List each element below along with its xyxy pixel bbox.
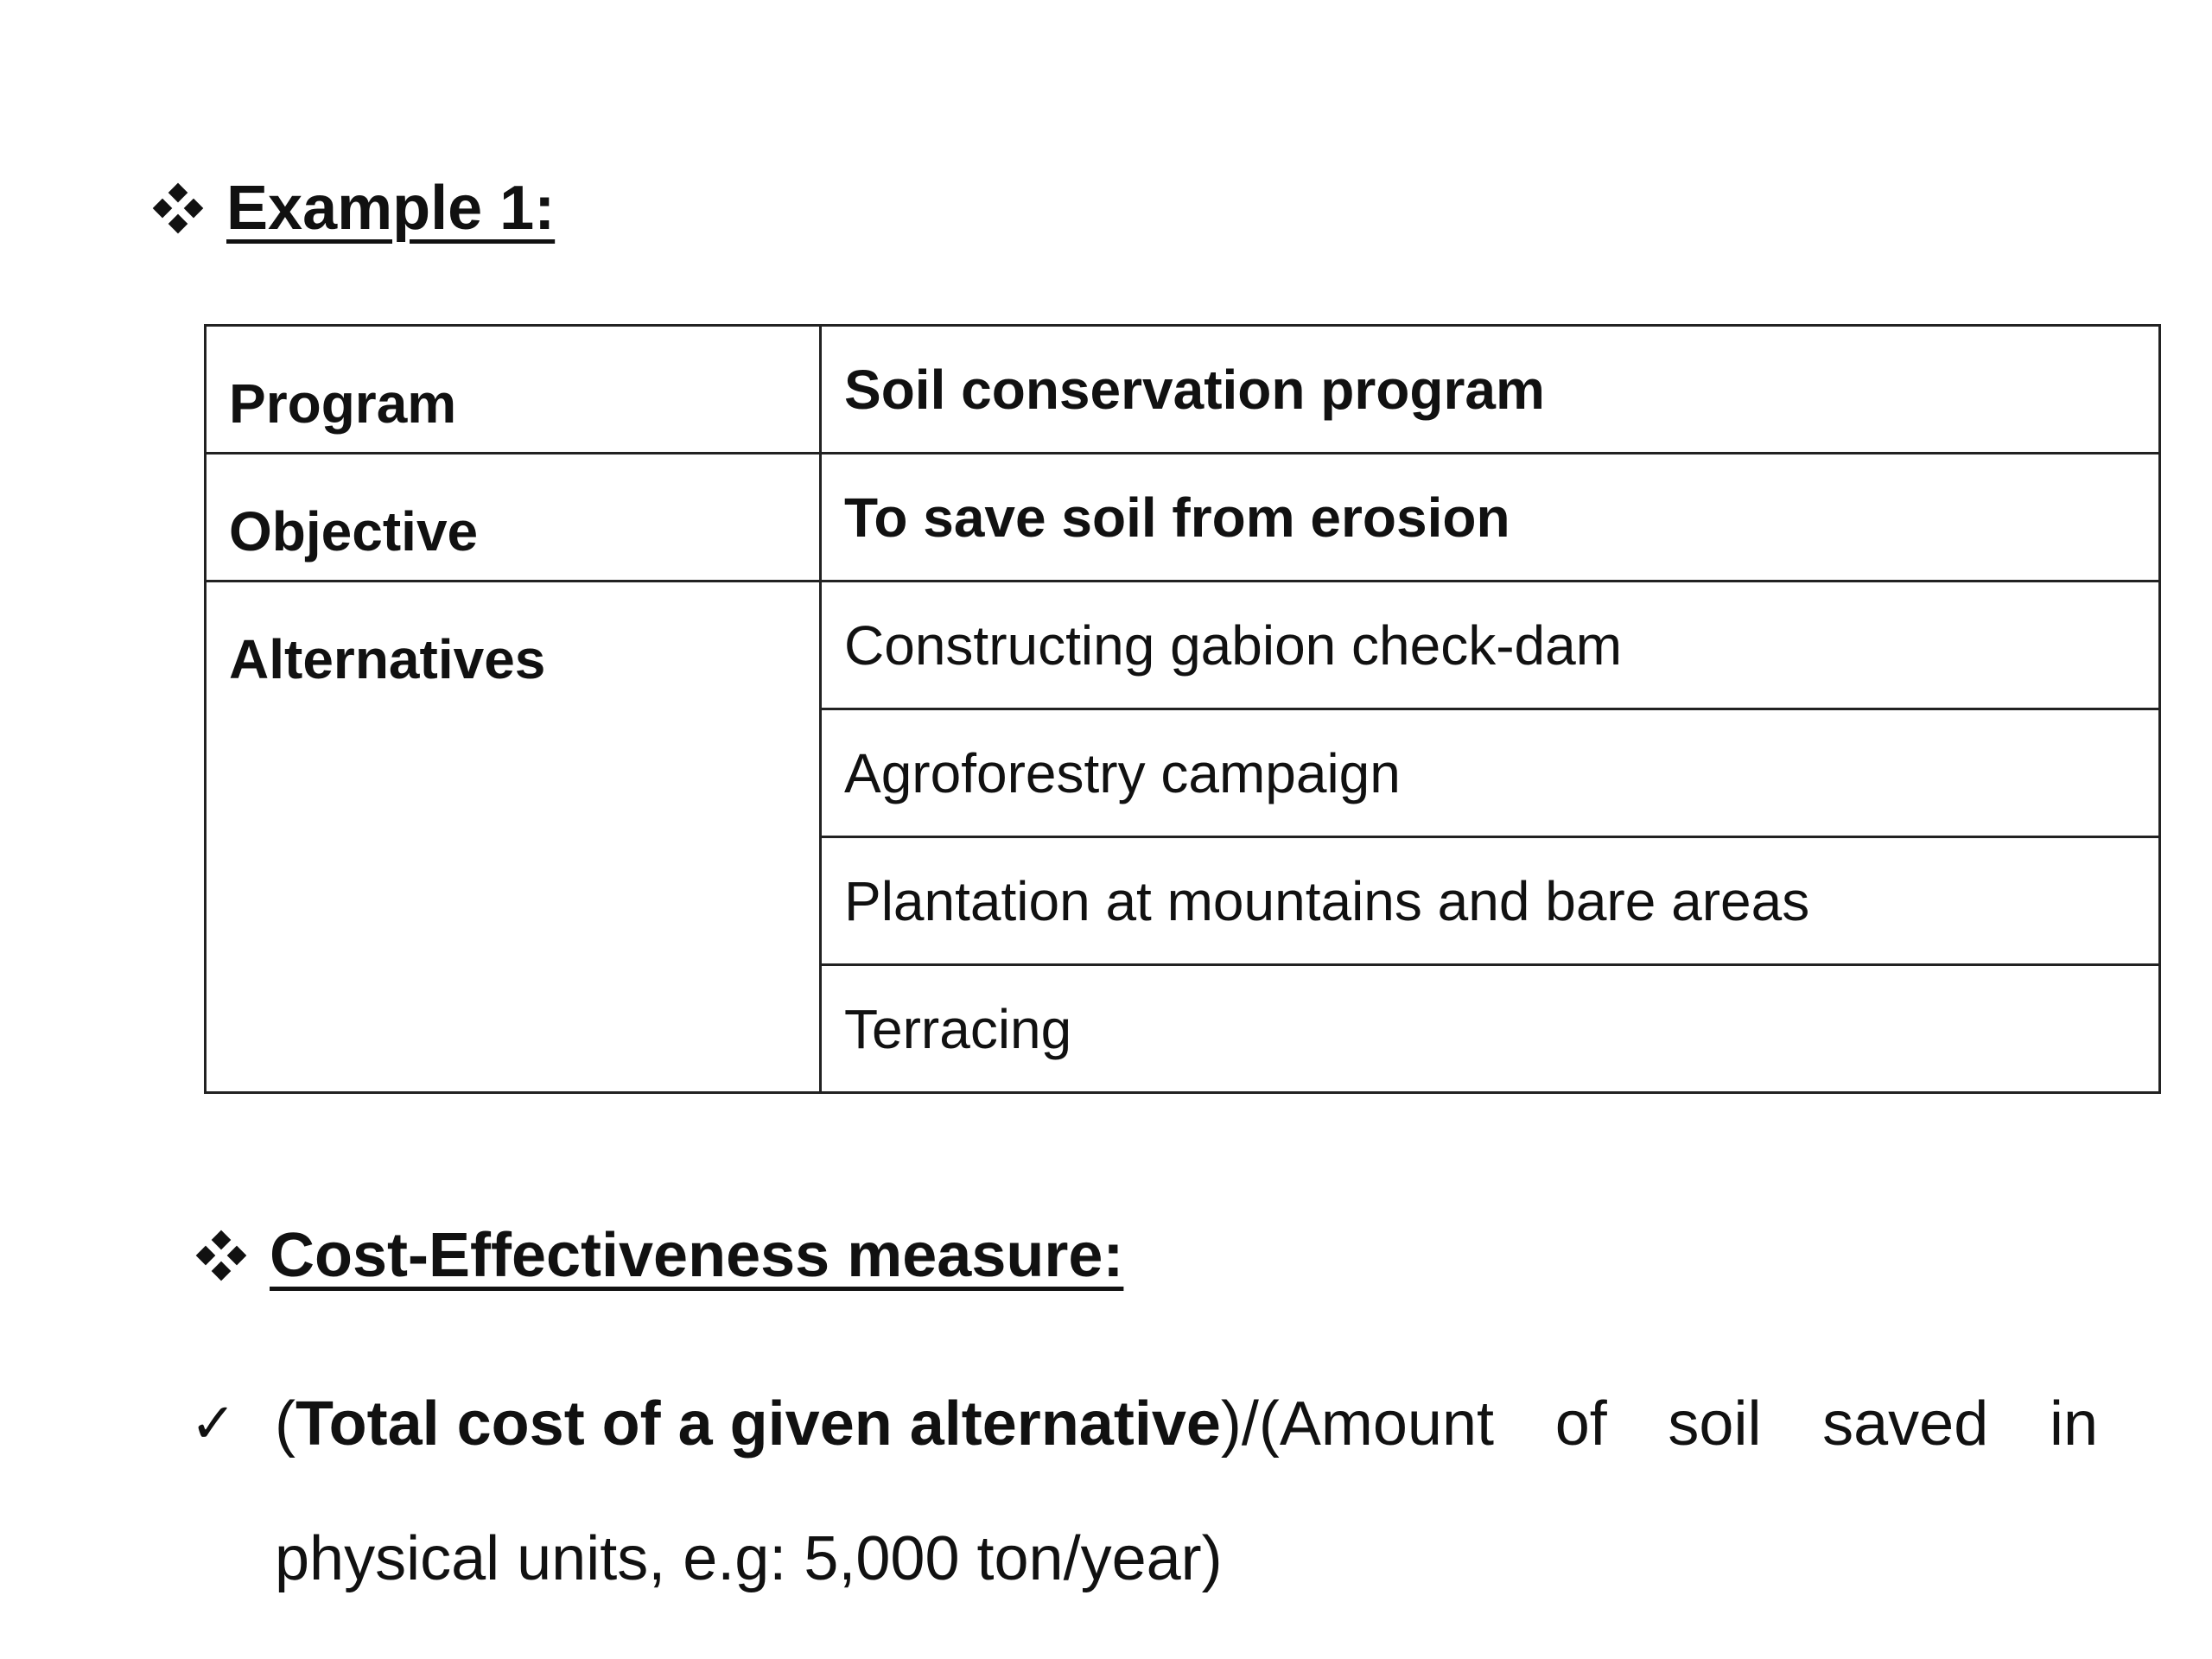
cost-effectiveness-title: Cost-Effectiveness measure: bbox=[270, 1221, 1124, 1290]
table-value-objective: To save soil from erosion bbox=[821, 454, 2160, 582]
formula-numerator-group bbox=[275, 1357, 1494, 1491]
diamond-bullet-icon bbox=[154, 184, 202, 232]
example-heading bbox=[154, 173, 555, 244]
table-value-program: Soil conservation program bbox=[821, 326, 2160, 454]
formula-word: soil bbox=[1668, 1389, 1762, 1459]
formula-word: Amount bbox=[1279, 1389, 1495, 1459]
diamond-bullet-icon bbox=[197, 1231, 245, 1280]
table-label-objective: Objective bbox=[206, 454, 821, 582]
table-label-program: Program bbox=[206, 326, 821, 454]
table-row bbox=[206, 326, 2160, 454]
formula-line-2: physical units, e.g: 5,000 ton/year) bbox=[275, 1524, 1223, 1593]
table-row bbox=[206, 454, 2160, 582]
alternative-item: Agroforestry campaign bbox=[821, 709, 2160, 837]
example-title: Example 1: bbox=[226, 174, 556, 243]
table-row bbox=[206, 582, 2160, 709]
formula-word: saved bbox=[1822, 1389, 1989, 1459]
program-table bbox=[204, 324, 2161, 1094]
formula-separator: )/( bbox=[1220, 1389, 1280, 1459]
formula-numerator: Total cost of a given alternative bbox=[295, 1389, 1221, 1459]
alternative-item: Terracing bbox=[821, 965, 2160, 1093]
formula-line-1 bbox=[275, 1357, 2098, 1491]
cost-effectiveness-heading bbox=[197, 1220, 1123, 1291]
table-label-alternatives: Alternatives bbox=[206, 582, 821, 1093]
checkmark-icon: ✓ bbox=[190, 1392, 237, 1456]
alternative-item: Plantation at mountains and bare areas bbox=[821, 837, 2160, 965]
formula-word: in bbox=[2049, 1389, 2098, 1459]
formula-open-paren: ( bbox=[275, 1389, 296, 1459]
formula-word: of bbox=[1554, 1389, 1607, 1459]
alternative-item: Constructing gabion check-dam bbox=[821, 582, 2160, 709]
